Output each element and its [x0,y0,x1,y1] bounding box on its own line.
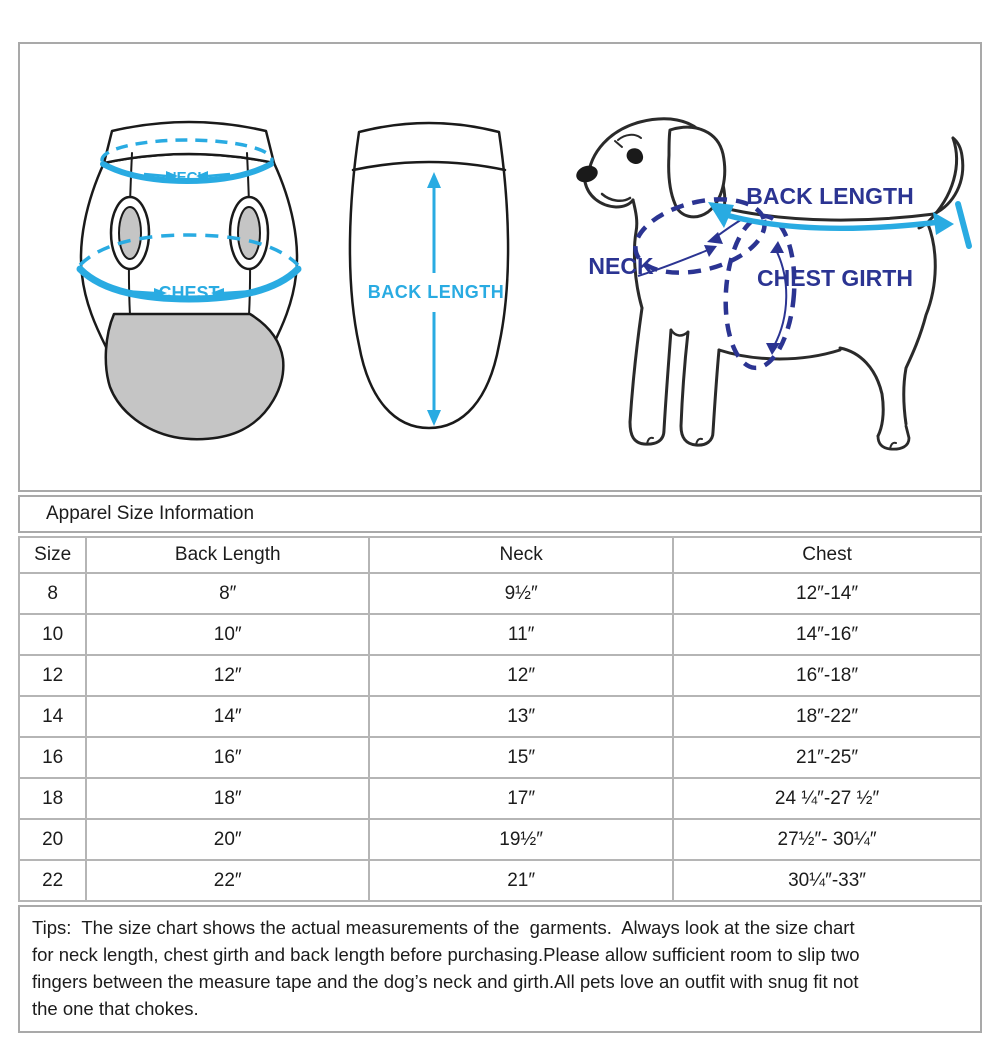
garment-back-diagram [337,110,522,440]
size-table-header-row [19,537,981,573]
cell-size: 18 [19,778,86,819]
cell-neck: 11″ [369,614,673,655]
cell-back-length: 12″ [86,655,369,696]
cell-size: 22 [19,860,86,901]
dog-back-arrowhead-right [933,212,954,235]
dog-hind-paw [878,426,909,449]
cell-back-length: 20″ [86,819,369,860]
table-row [19,655,981,696]
back-length-label: BACK LENGTH [367,282,505,302]
cell-size: 10 [19,614,86,655]
size-table-header-chest: Chest [673,537,981,573]
cell-back-length: 14″ [86,696,369,737]
tips-line: Tips: The size chart shows the actual measurements of the garments. Always look at the size chart [32,917,855,938]
dog-front-leg-far [681,332,719,445]
cell-size: 12 [19,655,86,696]
cell-neck: 9½″ [369,573,673,614]
dog-chest-ring-dashed [721,214,799,370]
cell-back-length: 8″ [86,573,369,614]
table-row [19,737,981,778]
cell-back-length: 10″ [86,614,369,655]
cell-neck: 12″ [369,655,673,696]
table-row [19,860,981,901]
cell-back-length: 22″ [86,860,369,901]
dog-rump [904,224,936,424]
garment-back-outline [350,123,508,428]
cell-neck: 17″ [369,778,673,819]
dog-front-leg-near [630,308,671,444]
dog-neck-label: NECK [588,253,654,279]
dog-back-length-label: BACK LENGTH [746,183,914,209]
dog-nose [574,163,600,185]
dog-chest-between-legs [671,330,688,336]
dog-back-line [724,208,934,220]
garment-belly-patch [106,314,284,439]
cell-neck: 13″ [369,696,673,737]
cell-size: 14 [19,696,86,737]
dog-jaw [585,182,633,207]
tips-section [18,905,982,1033]
cell-chest: 16″-18″ [673,655,981,696]
armhole-left-inner [119,207,141,259]
dog-eye [627,148,644,164]
cell-chest: 14″-16″ [673,614,981,655]
cell-back-length: 16″ [86,737,369,778]
cell-back-length: 18″ [86,778,369,819]
size-table-header-back-length: Back Length [86,537,369,573]
dog-mouth [602,194,630,201]
size-table-header-neck: Neck [369,537,673,573]
size-chart-panel [18,42,982,1033]
cell-size: 16 [19,737,86,778]
table-row [19,778,981,819]
cell-chest: 21″-25″ [673,737,981,778]
tips-line: fingers between the measure tape and the dog’s neck and girth.All pets love an outfit with snug fit not [32,971,859,992]
dog-eyelash [615,141,622,147]
cell-neck: 19½″ [369,819,673,860]
chest-label: CHEST [158,283,220,303]
cell-neck: 21″ [369,860,673,901]
dog-back-arrow-endbar [958,204,969,246]
neck-label: NECK [165,169,209,186]
garment-front-diagram [72,107,312,447]
cell-neck: 15″ [369,737,673,778]
tips-line: for neck length, chest girth and back length before purchasing.Please allow sufficient room to slip two [32,944,860,965]
table-row [19,614,981,655]
cell-chest: 27½″- 30¼″ [673,819,981,860]
cell-chest: 24 ¼″-27 ½″ [673,778,981,819]
cell-size: 8 [19,573,86,614]
dog-eyebrow [618,135,641,140]
dog-chest-arc-arrowhead-bottom [766,343,780,355]
dog-chest-girth-label: CHEST GIRTH [757,265,913,291]
measurement-diagrams [18,42,982,492]
size-table-header-size: Size [19,537,86,573]
tips-line: the one that chokes. [32,998,199,1019]
table-row [19,696,981,737]
cell-chest: 18″-22″ [673,696,981,737]
cell-size: 20 [19,819,86,860]
table-row [19,573,981,614]
size-table [18,536,982,902]
cell-chest: 30¼″-33″ [673,860,981,901]
dog-chest-arc-arrowhead-top [770,241,784,253]
table-title: Apparel Size Information [18,495,982,533]
dog-diagram [572,100,977,460]
table-row [19,819,981,860]
dog-hind-thigh [840,348,883,436]
cell-chest: 12″-14″ [673,573,981,614]
armhole-right-inner [238,207,260,259]
